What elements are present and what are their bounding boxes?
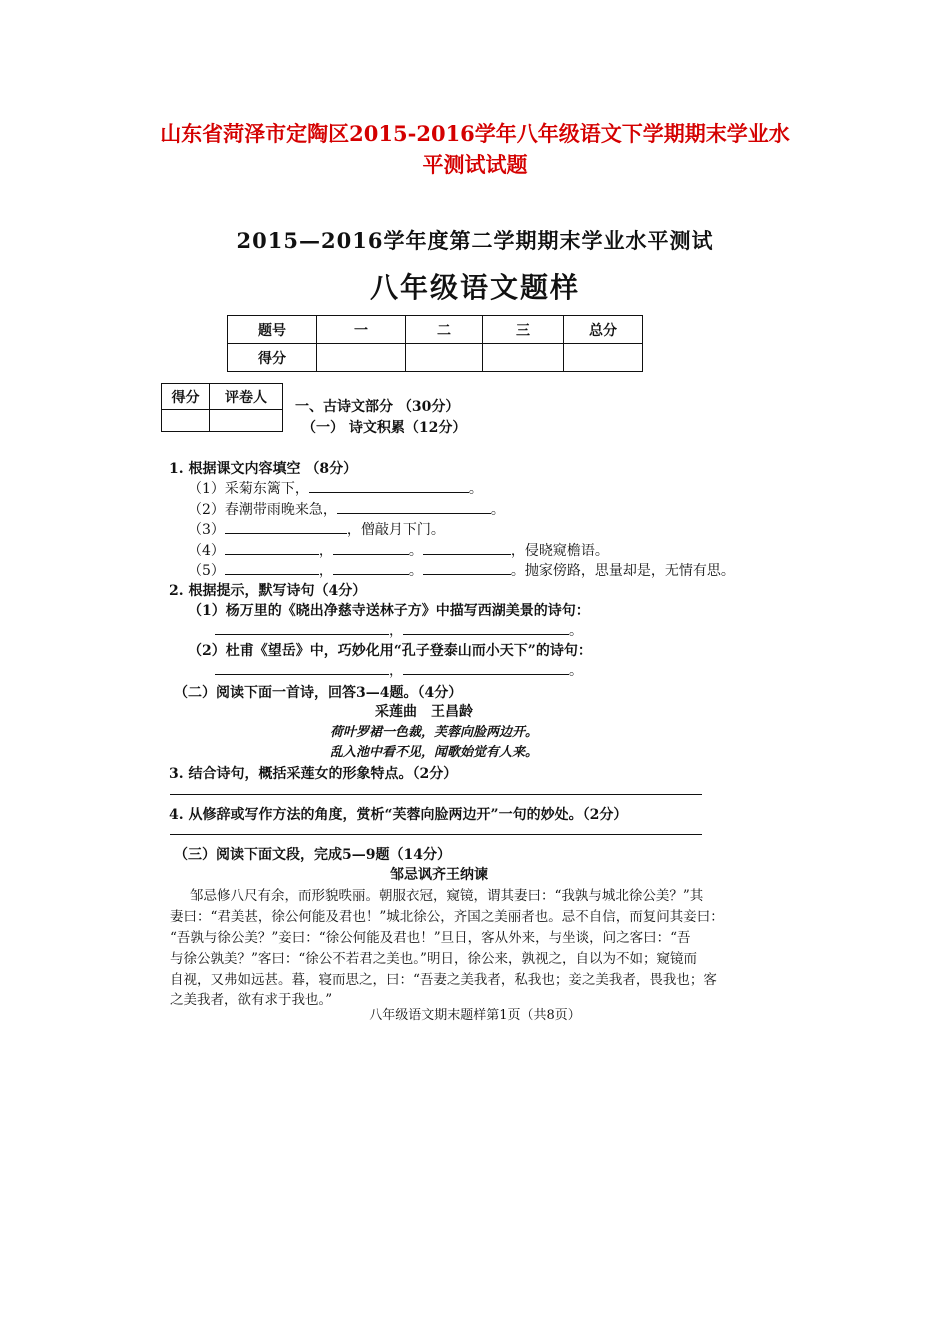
document-title-line-1: 山东省菏泽市定陶区2015-2016学年八年级语文下学期期末学业水 xyxy=(160,121,790,146)
exam-header: 2015—2016学年度第二学期期末学业水平测试 xyxy=(236,228,714,253)
item-punct: 。 xyxy=(490,502,505,518)
question-2-title: 2. 根据提示，默写诗句（4分） xyxy=(169,583,367,599)
item-punct: ， xyxy=(318,563,333,579)
section-3-title: （三）阅读下面文段，完成5—9题（14分） xyxy=(174,847,451,863)
score-table-header-cell: 一 xyxy=(317,316,406,344)
item-punct: 。 xyxy=(408,543,423,559)
item-text: 。抛家傍路，思量却是，无情有思。 xyxy=(510,563,735,579)
item-punct: ， xyxy=(389,623,403,639)
grader-table-header-cell: 评卷人 xyxy=(209,384,282,410)
question-1-item xyxy=(188,560,735,580)
score-table-header-cell: 题号 xyxy=(228,316,317,344)
grader-table xyxy=(161,383,283,432)
answer-blank xyxy=(225,519,347,534)
poem-line-2: 乱入池中看不见，闻歌始觉有人来。 xyxy=(330,745,539,760)
item-number: （4） xyxy=(188,543,225,559)
score-table-header-cell: 二 xyxy=(406,316,483,344)
item-number: （1） xyxy=(188,481,225,497)
answer-blank xyxy=(337,499,491,514)
answer-line xyxy=(170,834,702,835)
grader-table-cell xyxy=(162,410,210,432)
question-1-title: 1. 根据课文内容填空 （8分） xyxy=(169,461,358,477)
answer-blank xyxy=(403,620,569,635)
item-punct: ， xyxy=(389,663,403,679)
grader-table-header-cell: 得分 xyxy=(162,384,210,410)
question-1-item xyxy=(188,540,609,560)
score-table-cell xyxy=(317,344,406,372)
exam-subtitle: 八年级语文题样 xyxy=(369,271,580,304)
question-3: 3. 结合诗句，概括采莲女的形象特点。（2分） xyxy=(169,766,458,782)
passage-line: 之美我者，欲有求于我也。” xyxy=(170,992,333,1008)
passage-title: 邹忌讽齐王纳谏 xyxy=(390,867,488,883)
score-table-cell xyxy=(406,344,483,372)
item-punct: 。 xyxy=(408,563,423,579)
section-1-title: 一、古诗文部分 （30分） xyxy=(295,399,460,415)
answer-blank xyxy=(403,660,569,675)
score-table-header-cell: 三 xyxy=(483,316,564,344)
score-table-label-cell: 得分 xyxy=(228,344,317,372)
passage-line: 邹忌修八尺有余，而形貌昳丽。朝服衣冠，窥镜，谓其妻曰：“我孰与城北徐公美？”其 xyxy=(190,888,704,904)
answer-blank xyxy=(225,560,319,575)
poem-title: 采莲曲 王昌龄 xyxy=(375,704,473,720)
passage-line: “吾孰与徐公美？”妾曰：“徐公何能及君也！”旦日，客从外来，与坐谈，问之客曰：“吾 xyxy=(170,930,691,946)
question-4: 4. 从修辞或写作方法的角度，赏析“芙蓉向脸两边开”一句的妙处。（2分） xyxy=(169,807,628,823)
answer-blank xyxy=(309,478,469,493)
item-punct: 。 xyxy=(569,623,583,639)
question-2-answer-line xyxy=(215,660,583,680)
item-number: （3） xyxy=(188,522,225,538)
document-title-line-2: 平测试试题 xyxy=(422,152,528,177)
answer-blank xyxy=(215,660,389,675)
page-footer: 八年级语文期末题样第1页（共8页） xyxy=(369,1008,581,1023)
question-1-item xyxy=(188,478,483,498)
item-text: 春潮带雨晚来急， xyxy=(224,502,337,518)
item-text: 采菊东篱下， xyxy=(224,481,309,497)
score-table-cell xyxy=(483,344,564,372)
answer-blank xyxy=(225,540,319,555)
poem-line-1: 荷叶罗裙一色裁，芙蓉向脸两边开。 xyxy=(330,725,539,740)
score-table xyxy=(227,315,643,372)
item-number: （2） xyxy=(188,502,225,518)
passage-line: 自视，又弗如远甚。暮，寝而思之，曰：“吾妻之美我者，私我也；妾之美我者，畏我也；客 xyxy=(170,972,717,988)
question-2-item-2: （2）杜甫《望岳》中，巧妙化用“孔子登泰山而小天下”的诗句： xyxy=(188,643,592,659)
section-2-title: （二）阅读下面一首诗，回答3—4题。（4分） xyxy=(174,685,463,701)
item-punct: ， xyxy=(318,543,333,559)
question-2-answer-line xyxy=(215,620,583,640)
score-table-cell xyxy=(564,344,643,372)
answer-blank xyxy=(215,620,389,635)
answer-line xyxy=(170,794,702,795)
answer-blank xyxy=(423,560,511,575)
item-punct: 。 xyxy=(569,663,583,679)
item-punct: 。 xyxy=(468,481,483,497)
passage-line: 妻曰：“君美甚，徐公何能及君也！”城北徐公，齐国之美丽者也。忌不自信，而复问其妾曰： xyxy=(170,909,724,925)
question-1-item xyxy=(188,519,445,539)
question-2-item-1: （1）杨万里的《晓出净慈寺送林子方》中描写西湖美景的诗句： xyxy=(188,603,590,619)
answer-blank xyxy=(333,560,409,575)
question-1-item xyxy=(188,499,505,519)
answer-blank xyxy=(333,540,409,555)
answer-blank xyxy=(423,540,511,555)
item-number: （5） xyxy=(188,563,225,579)
item-text: ，侵晓窥檐语。 xyxy=(510,543,609,559)
score-table-header-cell: 总分 xyxy=(564,316,643,344)
grader-table-cell xyxy=(209,410,282,432)
item-text: ，僧敲月下门。 xyxy=(346,522,445,538)
section-1-subtitle: （一） 诗文积累（12分） xyxy=(302,420,467,436)
passage-line: 与徐公孰美？”客曰：“徐公不若君之美也。”明日，徐公来，孰视之，自以为不如；窥镜而 xyxy=(170,951,697,967)
